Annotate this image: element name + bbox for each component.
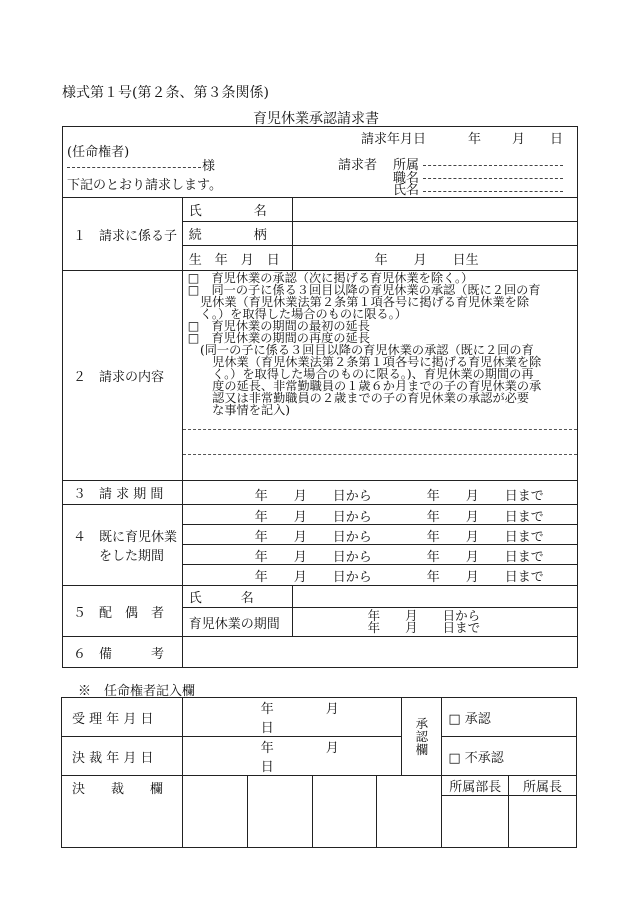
spouse-period-field[interactable] [292,608,577,637]
option-line: 認又は非常勤職員の２歳までの子の育児休業の承認が必要 [187,391,530,405]
prev-to: 年 月 日まで [426,530,544,545]
prev-from: 年 月 日から [254,570,372,585]
request-content-cell [182,271,577,481]
decision-stamp-cell[interactable] [247,776,312,848]
decision-stamp-cell[interactable] [182,776,247,848]
department-head-stamp[interactable] [442,796,509,848]
option-line: 児休業（育児休業法第２条第１項各号に掲げる育児休業を除 [187,355,542,369]
name-line[interactable] [423,191,563,192]
previous-period-row[interactable] [182,545,577,565]
reason-line[interactable] [183,429,577,430]
office-head-stamp[interactable] [509,796,577,848]
decision-stamp-cell[interactable] [377,776,442,848]
previous-period-row[interactable] [182,565,577,586]
month-char: 月 [512,132,526,147]
requester-label: 請求者 [338,158,378,173]
request-content-label: ２ 請求の内容 [63,271,183,481]
decision-column-label: 決 裁 欄 [62,776,183,848]
authority-section-heading: ※ 任命権者記入欄 [78,684,196,699]
child-relation-label: 続 柄 [182,222,292,246]
approval-column-label: 承 認 欄 [402,698,442,776]
approve-checkbox[interactable]: □ 承認 [442,698,577,737]
requester-block [63,127,578,198]
reason-line[interactable] [183,454,577,455]
authority-table [61,697,577,848]
decision-stamp-cell[interactable] [312,776,377,848]
previous-period-row[interactable] [182,525,577,545]
spouse-to: 年 月 日まで [367,620,481,635]
prev-from: 年 月 日から [254,510,372,525]
option-line: (同一の子に係る３回目以降の育児休業の承認（既に２回の育 [187,343,534,357]
option-line[interactable]: □ 同一の子に係る３回目以降の育児休業の承認（既に２回の育 [187,283,541,297]
child-name-field[interactable] [292,198,577,222]
job-title-label: 職名 [393,171,420,186]
prev-to: 年 月 日まで [426,510,544,525]
office-head-header: 所属長 [509,776,577,796]
day-char: 日 [550,132,564,147]
child-birth-label: 生 年 月 日 [182,246,292,271]
year-char: 年 [468,132,482,147]
department-head-header: 所属部長 [442,776,509,796]
form-number: 様式第１号(第２条、第３条関係) [62,85,269,101]
child-name-label: 氏 名 [182,198,292,222]
receipt-date-label: 受 理 年 月 日 [62,698,183,737]
spouse-period-label: 育児休業の期間 [182,608,292,637]
affiliation-line[interactable] [423,165,563,166]
authority-name-line[interactable] [67,167,201,168]
spouse-from: 年 月 日から [367,608,481,623]
remarks-label: ６ 備 考 [63,637,183,668]
previous-leave-label-2: をした期間 [99,549,165,564]
child-section-label: １ 請求に係る子 [63,198,183,271]
authority-label: (任命権者) [67,145,130,160]
receipt-date-field[interactable]: 年 月 日 [182,698,402,737]
option-line: 児休業（育児休業法第２条第１項各号に掲げる育児休業を除 [187,295,530,309]
request-period-field[interactable] [182,481,577,505]
prev-from: 年 月 日から [254,550,372,565]
option-line[interactable]: □ 育児休業の承認（次に掲げる育児休業を除く。） [187,271,474,285]
prev-from: 年 月 日から [254,530,372,545]
prev-to: 年 月 日まで [426,550,544,565]
prev-to: 年 月 日まで [426,570,544,585]
request-date-label: 請求年月日 [361,132,427,147]
previous-leave-label [63,505,183,586]
period-to: 年 月 日まで [426,488,544,504]
decision-date-label: 決 裁 年 月 日 [62,737,183,776]
option-line[interactable]: □ 育児休業の期間の最初の延長 [187,319,370,333]
intro-text: 下記のとおり請求します。 [67,178,222,193]
previous-period-row[interactable] [182,505,577,525]
request-content-options[interactable] [188,272,541,416]
decision-date-field[interactable]: 年 月 日 [182,737,402,776]
option-line: く。）を取得した場合のものに限る。)、育児休業の期間の再 [187,367,534,381]
spouse-label: ５ 配 偶 者 [63,586,183,637]
child-birth-field[interactable]: 年 月 日生 [292,246,577,271]
spouse-name-label: 氏 名 [182,586,292,608]
option-line: く。）を取得した場合のものに限る。） [187,307,407,321]
disapprove-checkbox[interactable]: □ 不承認 [442,737,577,776]
spouse-name-field[interactable] [292,586,577,608]
previous-leave-label-1: ４ 既に育児休業 [73,530,178,545]
child-relation-field[interactable] [292,222,577,246]
period-from: 年 月 日から [254,488,372,504]
remarks-field[interactable] [182,637,577,668]
option-line[interactable]: □ 育児休業の期間の再度の延長 [187,331,370,345]
sama-label: 様 [202,159,216,174]
request-form-table [62,126,578,668]
page-title: 育児休業承認請求書 [253,111,379,127]
option-line: 度の延長、非常勤職員の１歳６か月までの子の育児休業の承 [187,379,542,393]
request-period-label: ３ 請 求 期 間 [63,481,183,505]
affiliation-label: 所属 [393,158,420,173]
job-title-line[interactable] [423,178,563,179]
option-line: な事情を記入) [187,403,291,417]
name-label: 氏名 [393,183,420,198]
